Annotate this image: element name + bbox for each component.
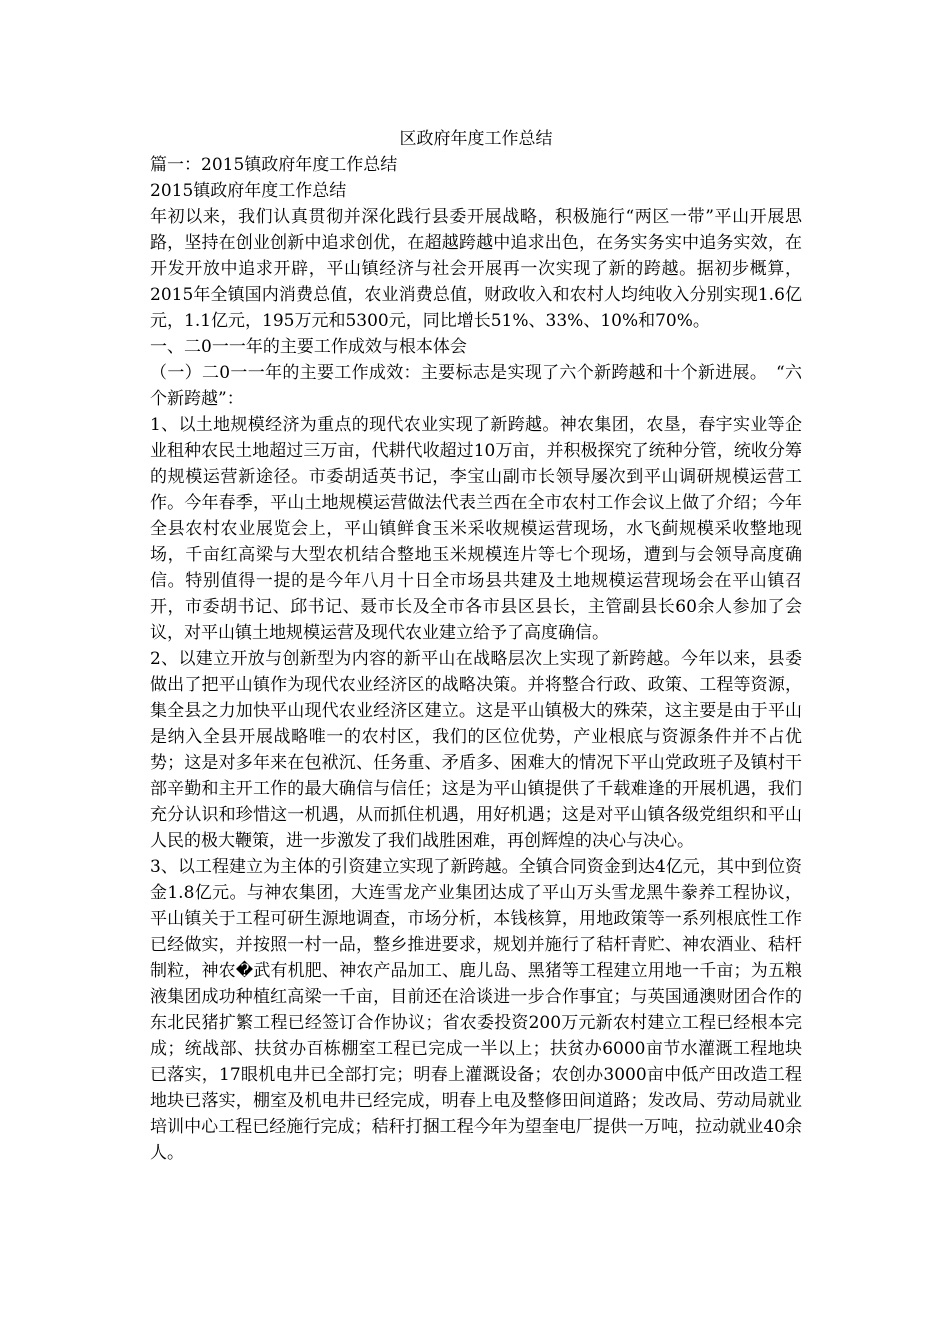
- article-title: 2015镇政府年度工作总结: [150, 181, 347, 201]
- document-body: [150, 126, 802, 1166]
- paragraph-intro: 年初以来，我们认真贯彻并深化践行县委开展战略，积极施行“两区一带”平山开展思路，坚持在创业创新中追求创优，在超越跨越中追求出色，在务实务实中追务实效，在开发开放中追求开辟，平山镇经济与社会开展再一次实现了新的跨越。据初步概算，2015年全镇国内消费总值，农业消费总值，财政收入和农村人均纯收入分别实现1.6亿元，1.1亿元，195万元和5300元，同比增长51%、33%、10%和70%。: [150, 207, 802, 331]
- document-title: 区政府年度工作总结: [399, 129, 553, 149]
- paragraph-item-1: 1、以土地规模经济为重点的现代农业实现了新跨越。神农集团，农垦，春宇实业等企业租种农民土地超过三万亩，代耕代收超过10万亩，并积极探究了统种分管，统收分筹的规模运营新途径。市委胡适英书记，李宝山副市长领导屡次到平山调研规模运营工作。今年春季，平山土地规模运营做法代表兰西在全市农村工作会议上做了介绍；今年全县农村农业展览会上，平山镇鲜食玉米采收规模运营现场，水飞蓟规模采收整地现场，千亩红高梁与大型农机结合整地玉米规模连片等七个现场，遭到与会领导高度确信。特别值得一提的是今年八月十日全市场县共建及土地规模运营现场会在平山镇召开，市委胡书记、邱书记、聂市长及全市各市县区县长，主管副县长60余人参加了会议，对平山镇土地规模运营及现代农业建立给予了高度确信。: [150, 415, 802, 643]
- section-heading: 篇一：2015镇政府年度工作总结: [150, 155, 398, 175]
- heading-section-1: 一、二0一一年的主要工作成效与根本体会: [150, 337, 467, 357]
- paragraph-item-3: 3、以工程建立为主体的引资建立实现了新跨越。全镇合同资金到达4亿元，其中到位资金1.8亿元。与神农集团，大连雪龙产业集团达成了平山万头雪龙黑牛豢养工程协议，平山镇关于工程可研生源地调查，市场分析，本钱核算，用地政策等一系列根底性工作已经做实，并按照一村一品，整乡推进要求，规划并施行了秸杆青贮、神农酒业、秸杆制粒，神农�武有机肥、神农产品加工、鹿儿岛、黑猪等工程建立用地一千亩；为五粮液集团成功种植红高梁一千亩，目前还在洽谈进一步合作事宜；与英国通澳财团合作的东北民猪扩繁工程已经签订合作协议；省农委投资200万元新农村建立工程已经根本完成；统战部、扶贫办百栋棚室工程已完成一半以上；扶贫办6000亩节水灌溉工程地块已落实，17眼机电井已全部打完；明春上灌溉设备；农创办3000亩中低产田改造工程地块已落实，棚室及机电井已经完成，明春上电及整修田间道路；发改局、劳动局就业培训中心工程已经施行完成；秸秆打捆工程今年为望奎电厂提供一万吨，拉动就业40余人。: [150, 857, 802, 1163]
- heading-subsection-1: （一）二0一一年的主要工作成效：主要标志是实现了六个新跨越和十个新进展。 “六个新跨越”：: [150, 363, 802, 409]
- paragraph-item-2: 2、以建立开放与创新型为内容的新平山在战略层次上实现了新跨越。今年以来，县委做出了把平山镇作为现代农业经济区的战略决策。并将整合行政、政策、工程等资源，集全县之力加快平山现代农业经济区建立。这是平山镇极大的殊荣，这主要是由于平山是纳入全县开展战略唯一的农村区，我们的区位优势，产业根底与资源条件并不占优势；这是对多年来在包袱沉、任务重、矛盾多、困难大的情况下平山党政班子及镇村干部辛勤和主开工作的最大确信与信任；这是为平山镇提供了千载难逢的开展机遇，我们充分认识和珍惜这一机遇，从而抓住机遇，用好机遇；这是对平山镇各级党组织和平山人民的极大鞭策，进一步激发了我们战胜困难，再创辉煌的决心与决心。: [150, 649, 802, 851]
